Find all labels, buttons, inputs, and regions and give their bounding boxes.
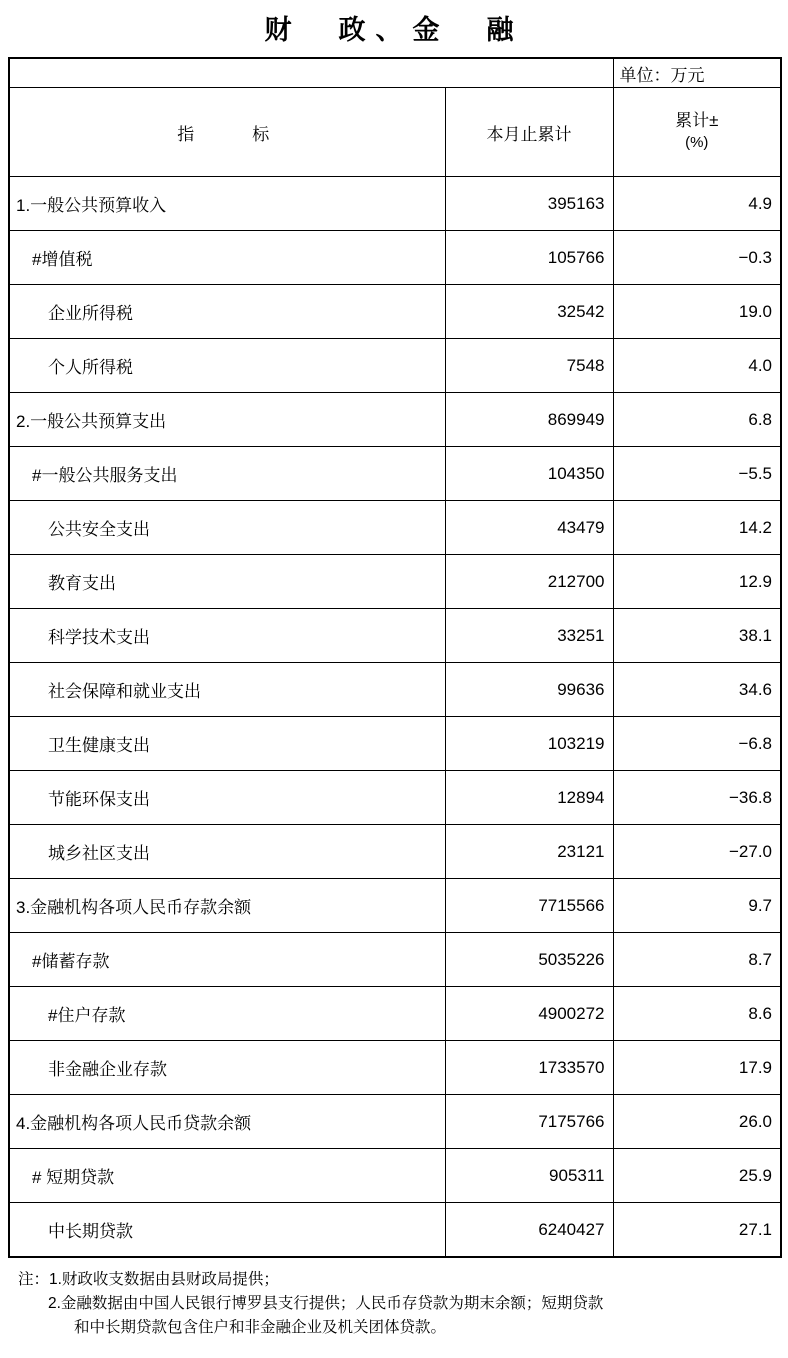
table-row — [9, 933, 781, 987]
row-label: 城乡社区支出 — [9, 825, 445, 879]
row-growth-value: −5.5 — [613, 447, 781, 501]
table-body — [9, 58, 781, 1257]
row-label: #住户存款 — [9, 987, 445, 1041]
row-growth-value: −36.8 — [613, 771, 781, 825]
row-cumulative-value: 104350 — [445, 447, 613, 501]
row-label: 4.金融机构各项人民币贷款余额 — [9, 1095, 445, 1149]
row-cumulative-value: 869949 — [445, 393, 613, 447]
row-growth-value: 14.2 — [613, 501, 781, 555]
row-label: 科学技术支出 — [9, 609, 445, 663]
table-row — [9, 339, 781, 393]
table-row — [9, 1149, 781, 1203]
row-growth-value: 38.1 — [613, 609, 781, 663]
unit-label: 单位：万元 — [613, 58, 781, 88]
row-cumulative-value: 7548 — [445, 339, 613, 393]
row-growth-value: 4.9 — [613, 177, 781, 231]
note-line-3: 和中长期贷款包含住户和非金融企业及机关团体贷款。 — [74, 1319, 447, 1337]
row-cumulative-value: 1733570 — [445, 1041, 613, 1095]
header-growth — [613, 88, 781, 177]
row-cumulative-value: 905311 — [445, 1149, 613, 1203]
table-row — [9, 231, 781, 285]
row-label: 社会保障和就业支出 — [9, 663, 445, 717]
table-row — [9, 1095, 781, 1149]
row-cumulative-value: 12894 — [445, 771, 613, 825]
row-growth-value: −27.0 — [613, 825, 781, 879]
unit-spacer-left — [9, 58, 445, 88]
statistics-table — [8, 57, 782, 1258]
table-header-row — [9, 88, 781, 177]
row-label: 1.一般公共预算收入 — [9, 177, 445, 231]
row-growth-value: 6.8 — [613, 393, 781, 447]
row-label: 中长期贷款 — [9, 1203, 445, 1258]
row-label: 3.金融机构各项人民币存款余额 — [9, 879, 445, 933]
table-row — [9, 1203, 781, 1258]
row-cumulative-value: 99636 — [445, 663, 613, 717]
row-growth-value: −0.3 — [613, 231, 781, 285]
table-row — [9, 447, 781, 501]
table-row — [9, 987, 781, 1041]
row-cumulative-value: 103219 — [445, 717, 613, 771]
row-growth-value: 26.0 — [613, 1095, 781, 1149]
table-row — [9, 1041, 781, 1095]
header-growth-unit: (%) — [685, 134, 709, 152]
row-growth-value: 34.6 — [613, 663, 781, 717]
row-growth-value: 8.6 — [613, 987, 781, 1041]
row-cumulative-value: 33251 — [445, 609, 613, 663]
row-cumulative-value: 4900272 — [445, 987, 613, 1041]
unit-spacer-mid — [445, 58, 613, 88]
row-label: 企业所得税 — [9, 285, 445, 339]
header-indicator: 指 标 — [9, 88, 445, 177]
row-label: 非金融企业存款 — [9, 1041, 445, 1095]
row-growth-value: 4.0 — [613, 339, 781, 393]
row-growth-value: 8.7 — [613, 933, 781, 987]
row-label: # 短期贷款 — [9, 1149, 445, 1203]
row-growth-value: 19.0 — [613, 285, 781, 339]
unit-row — [9, 58, 781, 88]
table-row — [9, 285, 781, 339]
table-row — [9, 771, 781, 825]
note-line-1: 注：1.财政收支数据由县财政局提供； — [18, 1271, 279, 1288]
row-label: 个人所得税 — [9, 339, 445, 393]
page-title: 财 政、金 融 — [264, 15, 524, 45]
table-row — [9, 609, 781, 663]
row-cumulative-value: 23121 — [445, 825, 613, 879]
table-row — [9, 501, 781, 555]
row-cumulative-value: 212700 — [445, 555, 613, 609]
table-row — [9, 393, 781, 447]
row-cumulative-value: 105766 — [445, 231, 613, 285]
row-label: 2.一般公共预算支出 — [9, 393, 445, 447]
row-growth-value: 9.7 — [613, 879, 781, 933]
table-row — [9, 177, 781, 231]
row-label: 节能环保支出 — [9, 771, 445, 825]
table-row — [9, 825, 781, 879]
row-label: 公共安全支出 — [9, 501, 445, 555]
header-growth-label: 累计± — [675, 111, 719, 131]
row-growth-value: 17.9 — [613, 1041, 781, 1095]
table-row — [9, 717, 781, 771]
row-cumulative-value: 7175766 — [445, 1095, 613, 1149]
header-cumulative: 本月止累计 — [445, 88, 613, 177]
table-row — [9, 663, 781, 717]
row-label: #储蓄存款 — [9, 933, 445, 987]
row-label: 教育支出 — [9, 555, 445, 609]
table-row — [9, 555, 781, 609]
row-label: 卫生健康支出 — [9, 717, 445, 771]
table-notes — [8, 1268, 780, 1340]
row-cumulative-value: 32542 — [445, 285, 613, 339]
row-label: #一般公共服务支出 — [9, 447, 445, 501]
row-cumulative-value: 43479 — [445, 501, 613, 555]
row-cumulative-value: 395163 — [445, 177, 613, 231]
row-growth-value: 12.9 — [613, 555, 781, 609]
row-cumulative-value: 7715566 — [445, 879, 613, 933]
row-cumulative-value: 6240427 — [445, 1203, 613, 1258]
row-label: #增值税 — [9, 231, 445, 285]
table-row — [9, 879, 781, 933]
note-line-2: 2.金融数据由中国人民银行博罗县支行提供；人民币存贷款为期末余额；短期贷款 — [48, 1295, 604, 1313]
row-growth-value: −6.8 — [613, 717, 781, 771]
row-cumulative-value: 5035226 — [445, 933, 613, 987]
row-growth-value: 27.1 — [613, 1203, 781, 1258]
row-growth-value: 25.9 — [613, 1149, 781, 1203]
